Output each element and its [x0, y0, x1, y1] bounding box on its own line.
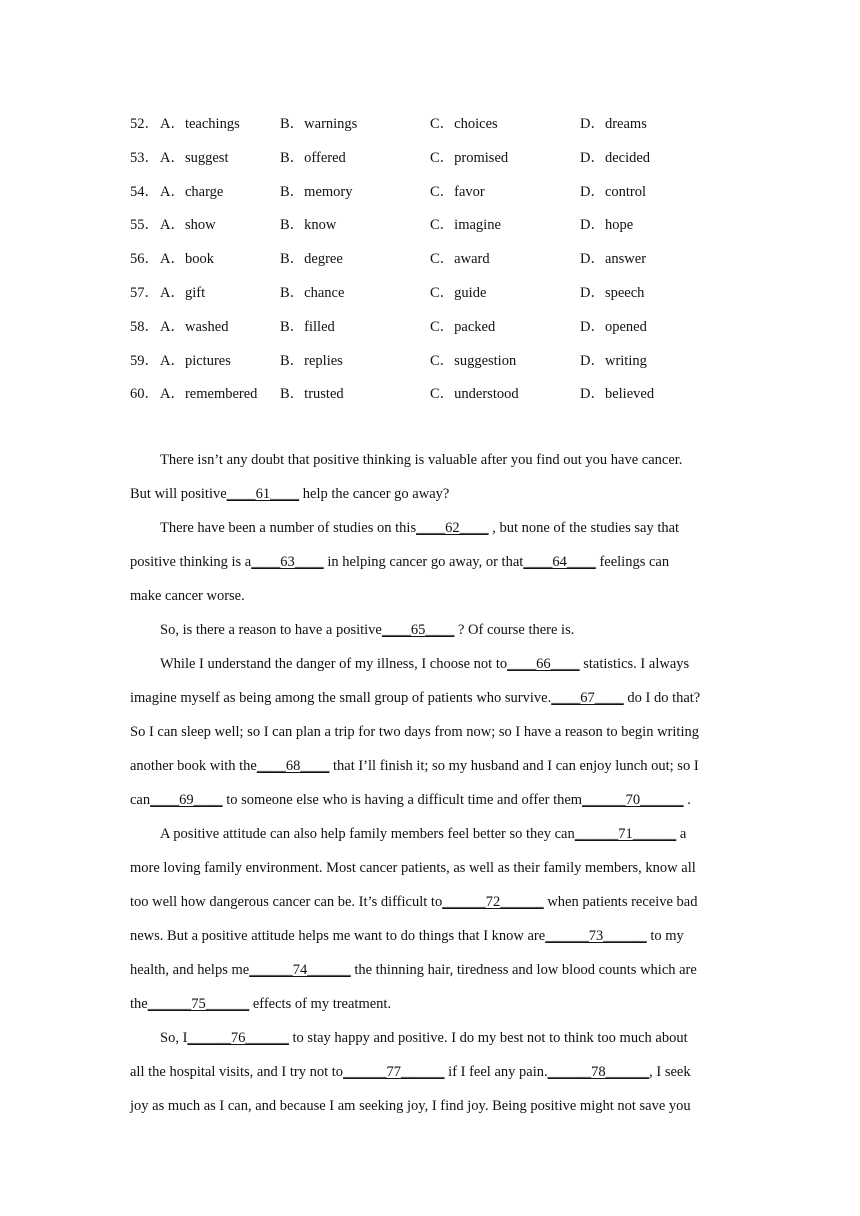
- question-number: 56．: [130, 251, 159, 268]
- option-a: A．suggest: [160, 149, 229, 166]
- option-c: C．suggestion: [430, 352, 517, 369]
- passage-text: So, I: [160, 1030, 188, 1046]
- question-number: 60．: [130, 386, 159, 403]
- blank-71: ______71______: [574, 826, 677, 842]
- blank-73: ______73______: [545, 928, 647, 944]
- passage-text: There isn’t any doubt that positive thinking is valuable after you find out you have cancer.: [160, 452, 683, 468]
- passage-line: [130, 715, 699, 749]
- passage-line: [130, 953, 697, 987]
- passage-text: the: [130, 996, 148, 1012]
- option-a: A．gift: [160, 285, 206, 301]
- passage-text: if I feel any pain.: [444, 1064, 548, 1080]
- passage-text: do I do that?: [623, 690, 701, 706]
- passage-text: to stay happy and positive. I do my best not to think too much about: [288, 1030, 688, 1046]
- passage-text: While I understand the danger of my illness, I choose not to: [160, 656, 508, 672]
- passage-line: [160, 511, 679, 545]
- passage-line: [130, 987, 391, 1021]
- option-a: A．book: [160, 251, 214, 268]
- passage-text: to my: [646, 928, 684, 944]
- passage-text: another book with the: [130, 758, 257, 774]
- passage-text: There have been a number of studies on this: [160, 520, 417, 536]
- blank-70: ______70______: [582, 792, 684, 808]
- option-d: D．writing: [580, 352, 647, 369]
- question-number: 54．: [130, 183, 159, 200]
- option-b: B．offered: [280, 149, 346, 166]
- blank-65: ____65____: [381, 622, 455, 638]
- passage-text: health, and helps me: [130, 962, 250, 978]
- passage-text: that I’ll finish it; so my husband and I can enjoy lunch out; so I: [329, 758, 699, 774]
- question-number: 55．: [130, 217, 159, 234]
- option-a: A．charge: [160, 183, 224, 200]
- passage-text: more loving family environment. Most cancer patients, as well as their family members, know all: [130, 860, 696, 876]
- passage-text: a: [676, 826, 687, 842]
- blank-63: ____63____: [251, 554, 324, 570]
- option-d: D．believed: [580, 386, 655, 403]
- passage-text: So I can sleep well; so I can plan a trip for two days from now; so I have a reason to begin writing: [130, 724, 699, 740]
- option-b: B．warnings: [280, 116, 358, 132]
- passage-text: effects of my treatment.: [249, 996, 392, 1012]
- passage-line: [130, 783, 691, 817]
- option-c: C．packed: [430, 318, 496, 335]
- passage-line: [130, 1055, 691, 1089]
- option-c: C．promised: [430, 149, 509, 166]
- question-number: 53．: [130, 149, 159, 166]
- option-b: B．degree: [280, 251, 343, 268]
- passage-line: [130, 477, 449, 511]
- passage-text: make cancer worse.: [130, 588, 245, 604]
- option-b: B．memory: [280, 183, 353, 200]
- passage-line: [130, 1089, 691, 1123]
- passage-text: statistics. I always: [579, 656, 690, 672]
- option-b: B．chance: [280, 285, 345, 301]
- option-a: A．teachings: [160, 116, 240, 132]
- passage-text: to someone else who is having a difficult time and offer them: [222, 792, 583, 808]
- passage-line: [130, 579, 245, 613]
- passage-text: news. But a positive attitude helps me want to do things that I know are: [130, 928, 546, 944]
- passage-text: can: [130, 792, 151, 808]
- passage-text: But will positive: [130, 486, 227, 502]
- option-c: C．guide: [430, 285, 487, 301]
- option-a: A．show: [160, 217, 216, 234]
- passage-line: [160, 817, 686, 851]
- passage-line: [130, 749, 699, 783]
- passage-line: [160, 1021, 688, 1055]
- blank-74: ______74______: [249, 962, 351, 978]
- passage-text: So, is there a reason to have a positive: [160, 622, 382, 638]
- blank-76: ______76______: [187, 1030, 289, 1046]
- question-number: 52．: [130, 116, 159, 132]
- passage-line: [130, 681, 700, 715]
- question-number: 58．: [130, 318, 159, 335]
- passage-text: when patients receive bad: [543, 894, 698, 910]
- passage-text: , I seek: [649, 1064, 691, 1080]
- blank-66: ____66____: [507, 656, 580, 672]
- blank-78: ______78______: [547, 1064, 650, 1080]
- option-d: D．control: [580, 183, 647, 200]
- passage-line: [160, 613, 574, 647]
- passage-text: too well how dangerous cancer can be. It’s difficult to: [130, 894, 443, 910]
- blank-62: ____62____: [416, 520, 489, 536]
- passage-line: [160, 647, 689, 681]
- option-c: C．choices: [430, 116, 498, 132]
- option-b: B．know: [280, 217, 337, 234]
- blank-69: ____69____: [150, 792, 223, 808]
- passage-text: all the hospital visits, and I try not to: [130, 1064, 344, 1080]
- passage-text: ? Of course there is.: [454, 622, 575, 638]
- option-d: D．speech: [580, 285, 645, 301]
- option-c: C．favor: [430, 183, 485, 200]
- option-d: D．opened: [580, 318, 647, 335]
- option-c: C．award: [430, 251, 490, 268]
- option-b: B．trusted: [280, 386, 344, 403]
- option-a: A．remembered: [160, 386, 258, 403]
- blank-68: ____68____: [256, 758, 330, 774]
- passage-text: A positive attitude can also help family members feel better so they can: [160, 826, 575, 842]
- passage-text: imagine myself as being among the small group of patients who survive.: [130, 690, 552, 706]
- question-number: 57．: [130, 285, 159, 301]
- option-d: D．dreams: [580, 116, 647, 132]
- blank-77: ______77______: [343, 1064, 445, 1080]
- option-c: C．understood: [430, 386, 519, 403]
- passage-text: , but none of the studies say that: [488, 520, 680, 536]
- passage-text: .: [683, 792, 691, 808]
- passage-line: [130, 545, 669, 579]
- passage-line: [130, 885, 698, 919]
- option-b: B．replies: [280, 352, 343, 369]
- option-a: A．pictures: [160, 352, 231, 369]
- question-number: 59．: [130, 352, 159, 369]
- option-d: D．hope: [580, 217, 634, 234]
- option-d: D．decided: [580, 149, 651, 166]
- passage-text: positive thinking is a: [130, 554, 252, 570]
- option-d: D．answer: [580, 251, 647, 268]
- passage-text: the thinning hair, tiredness and low blood counts which are: [350, 962, 697, 978]
- option-a: A．washed: [160, 318, 229, 335]
- passage-line: [160, 443, 682, 477]
- blank-67: ____67____: [551, 690, 624, 706]
- passage-line: [130, 851, 696, 885]
- option-c: C．imagine: [430, 217, 501, 234]
- passage-text: in helping cancer go away, or that: [323, 554, 524, 570]
- passage-line: [130, 919, 684, 953]
- passage-text: help the cancer go away?: [299, 486, 450, 502]
- blank-64: ____64____: [523, 554, 596, 570]
- passage-text: feelings can: [595, 554, 670, 570]
- passage-text: joy as much as I can, and because I am seeking joy, I find joy. Being positive might not save you: [130, 1098, 691, 1114]
- blank-61: ____61____: [226, 486, 300, 502]
- blank-75: ______75______: [147, 996, 250, 1012]
- option-b: B．filled: [280, 318, 335, 335]
- blank-72: ______72______: [442, 894, 544, 910]
